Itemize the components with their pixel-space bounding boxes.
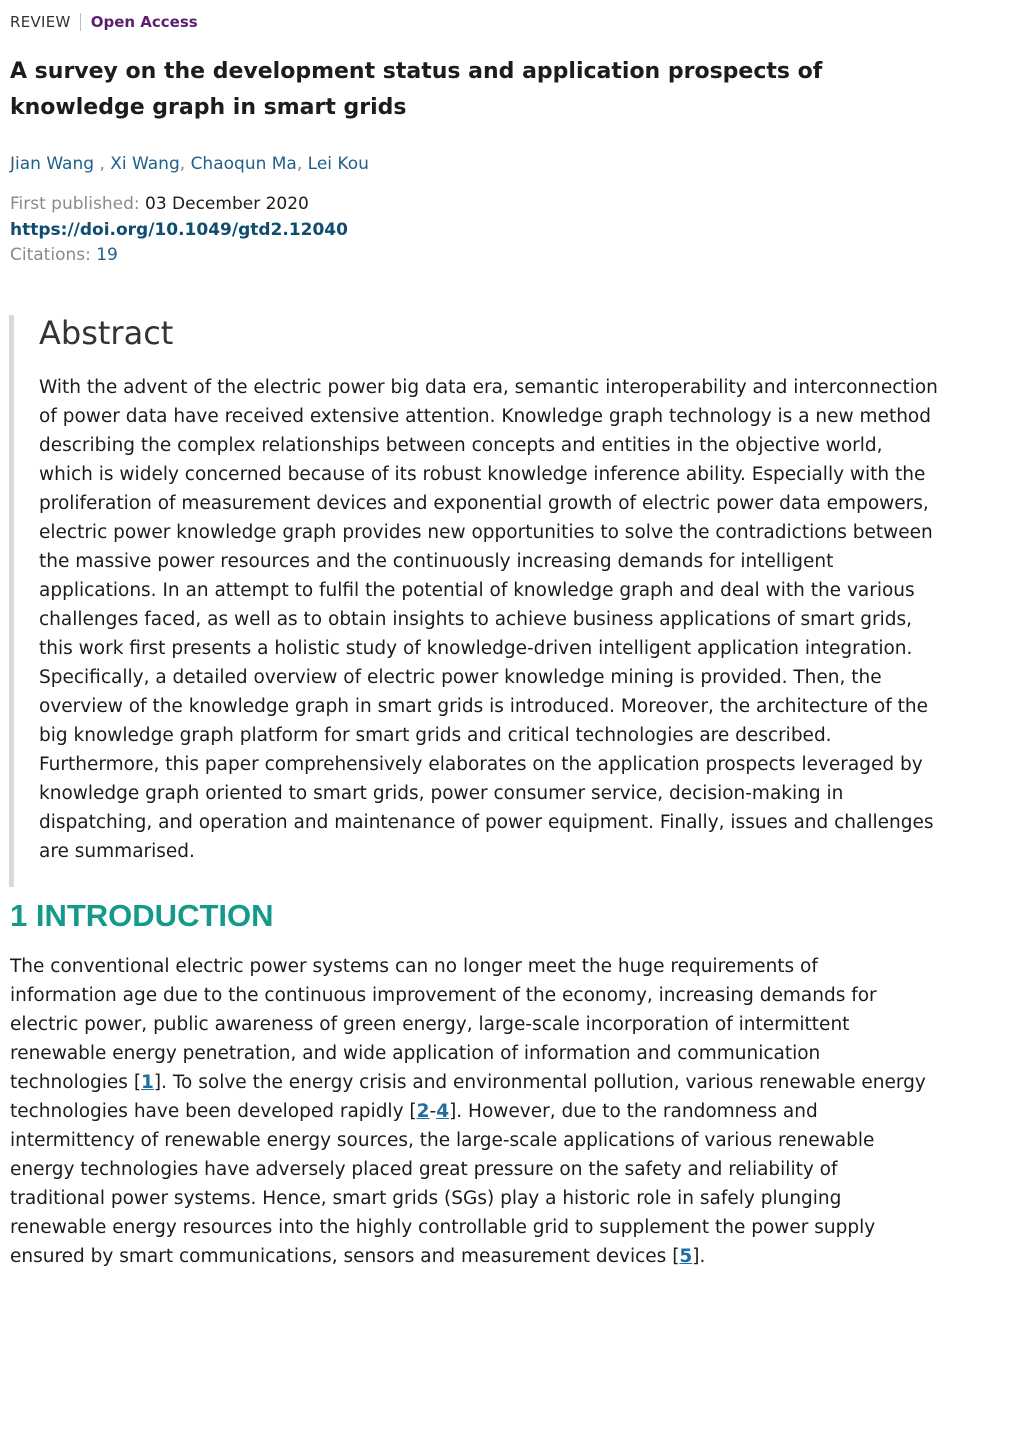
author-link[interactable]: Xi Wang	[110, 154, 180, 174]
doi-link[interactable]: https://doi.org/10.1049/gtd2.12040	[10, 220, 348, 240]
article-title: A survey on the development status and application prospects of knowledge graph in smart grids	[10, 59, 823, 120]
abstract-heading: Abstract	[39, 314, 174, 352]
open-access-badge: Open Access	[90, 13, 198, 31]
intro-text-segment: The conventional electric power systems can no longer meet the huge requirements of information age due to the continuous improvement of the economy, increasing demands for electric power, public awareness of green energy, large-scale incorporation of intermittent renewable energy penetration, and wide application of information and communication technologies [	[10, 956, 877, 1093]
first-published-date: 03 December 2020	[145, 194, 309, 214]
author-separator: ,	[296, 154, 308, 174]
reference-link[interactable]: 5	[679, 1246, 693, 1267]
introduction-paragraph	[10, 952, 930, 1271]
reference-link[interactable]: 1	[141, 1072, 154, 1093]
author-link[interactable]: Lei Kou	[307, 154, 369, 174]
abstract-text: With the advent of the electric power big data era, semantic interoperability and interconnection of power data have received extensive attention. Knowledge graph technology is a new method describing the complex relationships between concepts and entities in the objective world, which is widely concerned because of its robust knowledge inference ability. Especially with the proliferation of measurement devices and exponential growth of electric power data empowers, electric power knowledge graph provides new opportunities to solve the contradictions between the massive power resources and the continuously increasing demands for intelligent applications. In an attempt to fulfil the potential of knowledge graph and deal with the various challenges faced, as well as to obtain insights to achieve business applications of smart grids, this work first presents a holistic study of knowledge-driven intelligent application integration. Specifically, a detailed overview of electric power knowledge mining is provided. Then, the overview of the knowledge graph in smart grids is introduced. Moreover, the architecture of the big knowledge graph platform for smart grids and critical technologies are described. Furthermore, this paper comprehensively elaborates on the application prospects leveraged by knowledge graph oriented to smart grids, power consumer service, decision-making in dispatching, and operation and maintenance of power equipment. Finally, issues and challenges are summarised.	[39, 377, 938, 862]
reference-link[interactable]: 2	[416, 1101, 430, 1122]
reference-link[interactable]: 4	[436, 1101, 450, 1122]
first-published-label: First published:	[10, 194, 140, 214]
author-separator: ,	[94, 154, 111, 174]
author-list	[10, 152, 369, 176]
author-link[interactable]: Jian Wang	[10, 154, 95, 174]
doi-line	[10, 218, 348, 242]
article-type-line	[10, 12, 198, 32]
reference-range-dash: -	[429, 1101, 437, 1122]
abstract-section	[9, 315, 944, 887]
review-label: REVIEW	[10, 13, 81, 31]
author-separator: ,	[179, 154, 191, 174]
intro-text-segment: ]. To solve the energy crisis and environmental pollution, various renewable energy technologies have been developed rapidly [	[10, 1072, 926, 1122]
intro-text-segment: ]. However, due to the randomness and intermittency of renewable energy sources, the large-scale applications of various renewable energy technologies have adversely placed great pressure on the safety and reliability of traditional power systems. Hence, smart grids (SGs) play a historic role in safely plunging renewable energy resources into the highly controllable grid to supplement the power supply ensured by smart communications, sensors and measurement devices [	[10, 1101, 876, 1267]
author-link[interactable]: Chaoqun Ma	[190, 154, 297, 174]
citations-label: Citations:	[10, 245, 91, 265]
introduction-heading: 1 INTRODUCTION	[10, 898, 274, 933]
citations-count-link[interactable]: 19	[96, 245, 118, 265]
first-published-line	[10, 192, 309, 216]
intro-text-segment: ].	[692, 1246, 706, 1267]
citations-line	[10, 243, 118, 267]
